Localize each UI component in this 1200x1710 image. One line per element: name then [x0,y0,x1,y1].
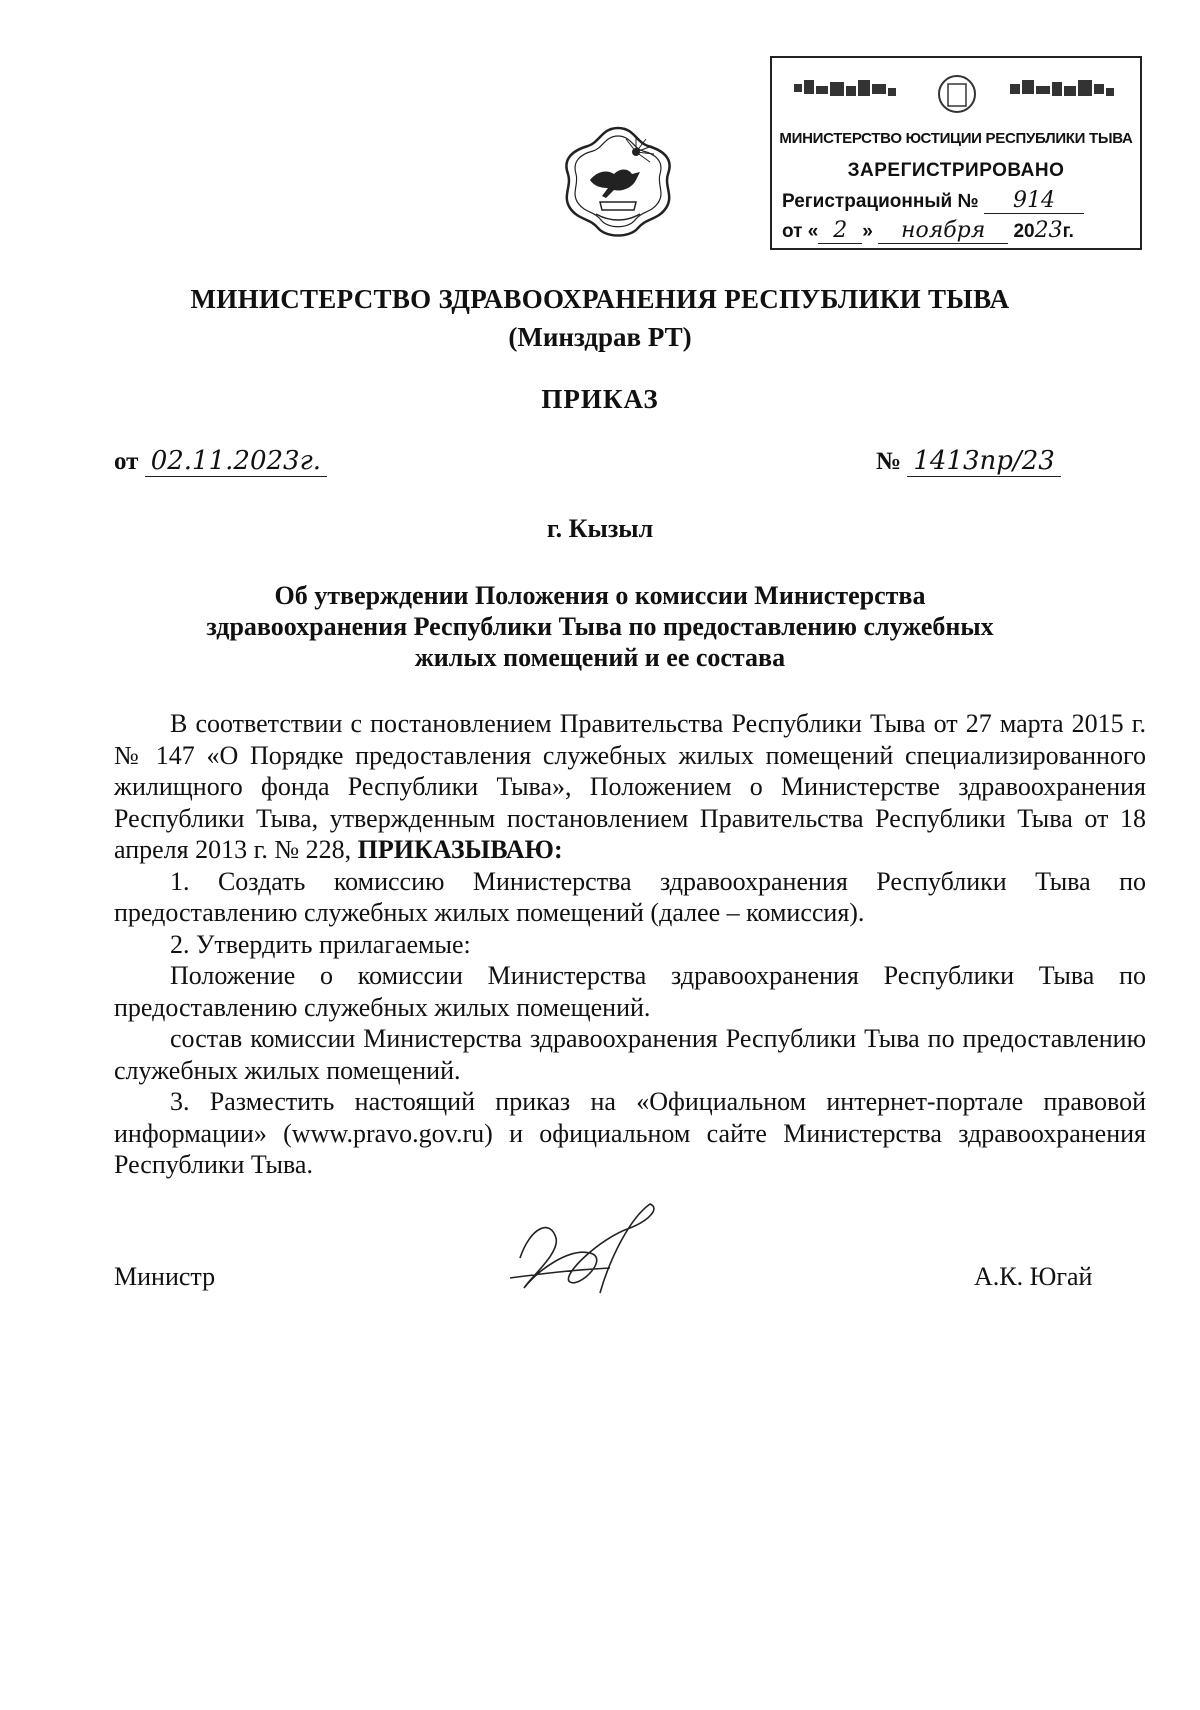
stamp-year-end: г. [1062,221,1074,242]
order-subject: Об утверждении Положения о комиссии Министерства здравоохранения Республики Тыва по предоставлению служебных жилых помещений и ее состава [206,581,994,672]
order-number-row [876,446,1061,477]
stamp-emblem-row [790,72,1124,116]
ministry-short-name: (Минздрав РТ) [508,322,692,352]
handwritten-signature [500,1198,670,1308]
city-line: г. Кызыл [546,514,654,543]
order-date-value: 02.11.2023г. [145,446,327,477]
signatory-role: Министр [114,1262,216,1291]
stamp-registration-date [782,218,1150,244]
stamp-ministry-name: МИНИСТЕРСТВО ЮСТИЦИИ РЕСПУБЛИКИ ТЫВА [779,130,1133,147]
order-number-value: 1413пр/23 [907,446,1060,477]
stamp-day-value: 2 [818,218,862,244]
ministry-title: МИНИСТЕРСТВО ЗДРАВООХРАНЕНИЯ РЕСПУБЛИКИ ТЫВА [190,284,1010,314]
preamble-paragraph [114,708,1146,866]
stamp-year-suffix: 23 [1034,218,1063,243]
item-2a: Положение о комиссии Министерства здравоохранения Республики Тыва по предоставлению служебных жилых помещений. [114,961,1146,1022]
order-number-label: № [876,448,902,475]
order-date-row [114,446,327,477]
stamp-year-prefix: 20 [1013,221,1035,242]
stamp-date-prefix: от « [782,221,819,242]
item-2: 2. Утвердить прилагаемые: [170,929,471,959]
stamp-reg-number-value: 914 [984,188,1084,214]
order-word: ПРИКАЗЫВАЮ: [357,835,563,864]
signatory-name: А.К. Югай [974,1262,1093,1291]
registration-stamp [770,56,1142,250]
stamp-month-value: ноября [878,218,1008,244]
stamp-registered-label: ЗАРЕГИСТРИРОВАНО [847,160,1065,181]
item-1: 1. Создать комиссию Министерства здравоохранения Республики Тыва по предоставлению служебных жилых помещений (далее – комиссия). [114,866,1146,927]
order-body [114,708,1146,1181]
document-type-title: ПРИКАЗ [541,384,659,414]
item-2b: состав комиссии Министерства здравоохранения Республики Тыва по предоставлению служебных жилых помещений. [114,1024,1146,1085]
preamble-text: В соответствии с постановлением Правительства Республики Тыва от 27 марта 2015 г. № 147 «О Порядке предоставления служебных жилых помещений специализированного жилищного фонда Республики Тыва», Положением о Министерстве здравоохранения Республики Тыва, утвержденным постановлением Правительства Республики Тыва от 18 апреля 2013 г. № 228, [114,709,1146,864]
item-3: 3. Разместить настоящий приказ на «Официальном интернет-портале правовой информации» (www.pravo.gov.ru) и официальном сайте Министерства здравоохранения Республики Тыва. [114,1087,1146,1179]
stamp-registration-number [782,188,1150,214]
stamp-reg-label: Регистрационный № [782,191,979,212]
stamp-date-mid: » [862,221,873,242]
coat-of-arms-emblem [556,122,680,246]
order-date-label: от [114,448,139,475]
